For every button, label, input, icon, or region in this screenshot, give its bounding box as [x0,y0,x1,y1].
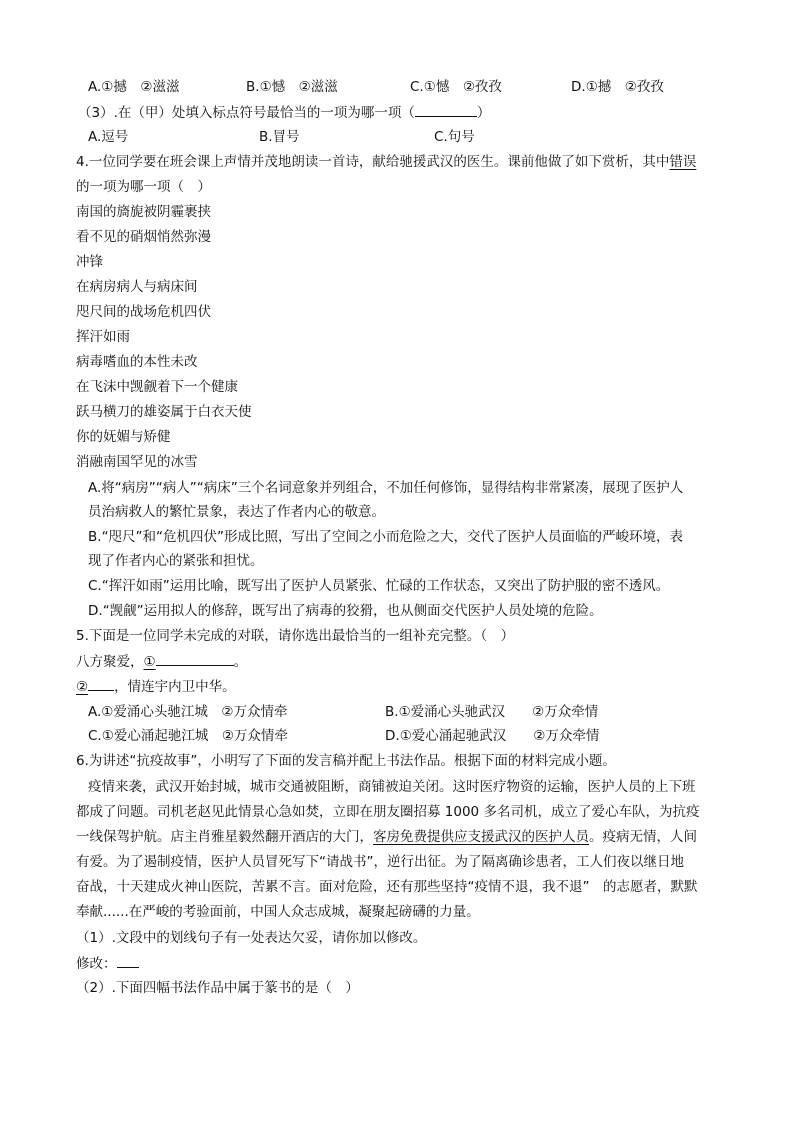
q3-sub3-stem [78,102,490,123]
revise-input[interactable] [117,953,139,968]
q3-option-c[interactable] [410,77,502,97]
revise-label: 修改： [76,956,117,972]
q4-option-a-cont: 员治病救人的繁忙景象，表达了作者内心的敬意。 [88,504,385,520]
option-text: “挥汗如雨”运用比喻，既写出了医护人员紧张、忙碌的工作状态，又突出了防护服的密不透风。 [101,578,670,594]
option-letter: A. [88,704,102,720]
option-text: 逗号 [101,129,129,145]
q4-option-b-cont: 现了作者内心的紧张和担忧。 [88,553,264,569]
poem-line: 挥汗如雨 [76,329,130,345]
poem-line: 你的妩媚与矫健 [76,429,171,445]
revise-row [76,953,139,974]
option-letter: B. [259,129,273,145]
option-letter: B. [88,529,102,545]
option-letter: C. [410,79,424,95]
paragraph-line: 都成了问题。司机老赵见此情景心急如焚，立即在朋友圈招募 1000 多名司机，成立了爱心车队，为抗疫 [76,804,700,820]
q4-stem-line2: 的一项为哪一项（ ） [76,179,211,195]
option-letter: C. [434,129,448,145]
option-letter: C. [88,578,102,594]
emphasis-word: 错误 [669,154,697,170]
option-letter: A. [88,129,102,145]
option-text: 冒号 [272,129,300,145]
option-text: ①撼 ②滋滋 [101,79,180,95]
option-letter: B. [385,704,399,720]
q4-option-d[interactable] [88,601,603,621]
answer-blank[interactable] [156,651,234,666]
underlined-sentence: 客房免费提供应支援武汉的医护人员 [373,829,589,845]
paragraph-text: 一线保驾护航。店主肖雅星毅然翻开酒店的大门， [76,829,373,845]
option-text: ①憾 ②滋滋 [259,79,338,95]
option-text: ①撼 ②孜孜 [585,79,664,95]
q4-option-c[interactable] [88,576,669,596]
poem-line: 冲锋 [76,254,103,270]
poem-line: 看不见的硝烟悄然弥漫 [76,229,211,245]
q6-sub2-stem: （2）.下面四幅书法作品中属于篆书的是（ ） [76,980,359,996]
q5-option-c[interactable] [88,726,288,746]
paragraph-line: 奋战，十天建成火神山医院，苦累不言。面对危险，还有那些坚持“疫情不退，我不退” 的志愿者，默默 [76,879,698,895]
option-text: ①憾 ②孜孜 [423,79,502,95]
q5-option-d[interactable] [385,726,599,746]
q3-option-a[interactable] [88,77,180,97]
q5-stem: 5.下面是一位同学未完成的对联，请你选出最恰当的一组补充完整。（ ） [76,628,515,644]
q3-sub3-option-b[interactable] [259,127,300,147]
couplet-text: 八方聚爱， [76,654,144,670]
stem-end: ） [476,105,491,121]
q3-option-d[interactable] [571,77,664,97]
paragraph-line: 奉献......在严峻的考验面前，中国人众志成城，凝聚起磅礴的力量。 [76,904,480,920]
answer-blank[interactable] [415,102,477,117]
paragraph-line: 疫情来袭，武汉开始封城，城市交通被阻断，商铺被迫关闭。这时医疗物资的运输，医护人员的上下班 [88,779,696,795]
paragraph-line [76,827,697,847]
question-stem: 4.一位同学要在班会课上声情并茂地朗读一首诗，献给驰援武汉的医生。课前他做了如下赏析，其中 [76,154,670,170]
paragraph-text: 。疫病无情，人间 [589,829,697,845]
poem-line: 跃马横刀的雄姿属于白衣天使 [76,404,252,420]
option-text: ①爱心涌起驰江城 ②万众情牵 [101,728,288,744]
q4-option-a[interactable] [88,478,683,498]
option-text: “咫尺”和“危机四伏”形成比照，写出了空间之小而危险之大，交代了医护人员面临的严峻环境，表 [101,529,684,545]
q3-sub3-option-a[interactable] [88,127,128,147]
couplet-line-2 [76,676,236,697]
question-stem: （3）.在（甲）处填入标点符号最恰当的一项为哪一项（ [78,105,415,121]
couplet-text: ，情连宇内卫中华。 [114,679,236,695]
option-text: “觊觎”运用拟人的修辞，既写出了病毒的狡猾，也从侧面交代医护人员处境的危险。 [102,603,603,619]
option-text: 句号 [447,129,475,145]
poem-line: 消融南国罕见的冰雪 [76,454,198,470]
couplet-punct: 。 [233,654,248,670]
q6-sub1-stem: （1）.文段中的划线句子有一处表达欠妥，请你加以修改。 [76,930,427,946]
option-letter: D. [385,728,400,744]
option-text: 将“病房”“病人”“病床”三个名词意象并列组合，不加任何修饰，显得结构非常紧凑，展现了医护人 [101,480,684,496]
answer-blank[interactable] [88,676,114,691]
q3-option-b[interactable] [246,77,338,97]
poem-line: 咫尺间的战场危机四伏 [76,304,211,320]
poem-line: 病毒嗜血的本性未改 [76,354,198,370]
poem-line: 在飞沫中觊觎着下一个健康 [76,379,238,395]
q5-option-a[interactable] [88,702,288,722]
option-letter: B. [246,79,260,95]
option-letter: D. [88,603,103,619]
blank-mark: ② [76,679,89,695]
poem-line: 在病房病人与病床间 [76,279,198,295]
option-text: ①爱涌心头驰武汉 ②万众牵情 [398,704,599,720]
q4-stem-line1 [76,152,696,172]
blank-mark: ① [143,654,156,670]
q5-option-b[interactable] [385,702,598,722]
q3-sub3-option-c[interactable] [434,127,475,147]
option-text: ①爱涌心头驰江城 ②万众情牵 [101,704,288,720]
option-letter: D. [571,79,586,95]
paragraph-line: 有爱。为了遏制疫情，医护人员冒死写下“请战书”，逆行出征。为了隔离确诊患者，工人们夜以继日地 [76,854,684,870]
option-letter: A. [88,480,102,496]
poem-line: 南国的旖旎被阴霾裹挟 [76,204,211,220]
option-text: ①爱心涌起驰武汉 ②万众牵情 [399,728,600,744]
option-letter: A. [88,79,102,95]
q4-option-b[interactable] [88,527,683,547]
couplet-line-1 [76,651,247,672]
option-letter: C. [88,728,102,744]
q6-stem: 6.为讲述“抗疫故事”，小明写了下面的发言稿并配上书法作品。根据下面的材料完成小题。 [76,753,616,769]
